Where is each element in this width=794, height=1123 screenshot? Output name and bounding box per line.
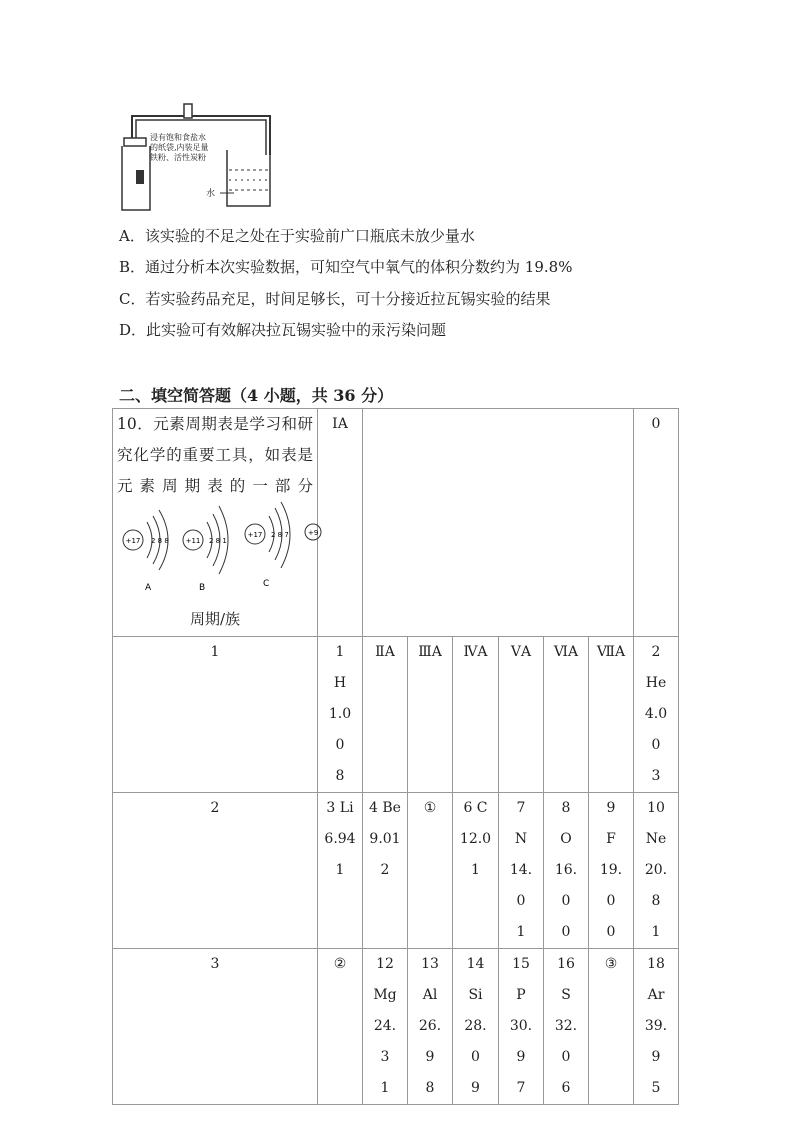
- svg-text:2 8 1: 2 8 1: [209, 537, 227, 545]
- option-c: C．若实验药品充足，时间足够长，可十分接近拉瓦锡实验的结果: [119, 290, 551, 308]
- svg-text:+17: +17: [125, 537, 141, 545]
- element-cell: 6 C 12.0 1: [453, 793, 499, 949]
- svg-text:2 8 8: 2 8 8: [151, 537, 169, 545]
- group-header: ⅤA: [499, 637, 544, 793]
- svg-text:+17: +17: [247, 531, 263, 539]
- element-cell: 1 H 1.00 8: [318, 637, 363, 793]
- svg-text:A: A: [145, 583, 152, 593]
- option-a: A．该实验的不足之处在于实验前广口瓶底未放少量水: [119, 227, 475, 245]
- group-header: ⅣA: [453, 637, 499, 793]
- section-title: 二、填空简答题（4 小题，共 36 分）: [119, 386, 394, 405]
- svg-text:C: C: [263, 579, 270, 589]
- svg-text:+9: +9: [308, 529, 319, 537]
- atom-structure-diagrams: [117, 502, 319, 593]
- element-cell: 9 F 19.0 0: [589, 793, 634, 949]
- header-zero: 0: [634, 409, 679, 637]
- element-cell: 16 S 32.0 6: [544, 949, 589, 1105]
- element-cell: 7 N 14.0 1: [499, 793, 544, 949]
- header-ia: IA: [318, 409, 363, 637]
- period-1-label: 1: [113, 637, 318, 793]
- option-b: B．通过分析本次实验数据，可知空气中氧气的体积分数约为 19.8%: [119, 258, 573, 276]
- blank-marker: ③: [589, 949, 634, 1105]
- apparatus-water-label: 水: [206, 189, 216, 199]
- periodic-table: [112, 408, 679, 1105]
- question-intro-cell: [113, 409, 318, 637]
- group-header: ⅥA: [544, 637, 589, 793]
- element-cell: 12 Mg 24.3 1: [363, 949, 408, 1105]
- header-blank: [363, 409, 634, 637]
- element-cell: 18 Ar 39.9 5: [634, 949, 679, 1105]
- atom-b: [183, 506, 228, 593]
- question-text: 10．元素周期表是学习和研究化学的重要工具，如表是元素周期表的一部分: [117, 415, 313, 495]
- svg-text:2 8 7: 2 8 7: [271, 531, 289, 539]
- atom-c: [245, 502, 290, 589]
- blank-marker: ②: [318, 949, 363, 1105]
- blank-marker: ①: [408, 793, 453, 949]
- element-cell: 2 He 4.00 3: [634, 637, 679, 793]
- apparatus-bag-label: 浸有饱和食盐水 的纸袋,内装足量 铁粉、活性炭粉: [150, 133, 209, 162]
- experiment-apparatus-diagram: [110, 100, 280, 215]
- svg-text:+11: +11: [185, 537, 201, 545]
- element-cell: 15 P 30.9 7: [499, 949, 544, 1105]
- element-cell: 13 Al 26.9 8: [408, 949, 453, 1105]
- group-header: ⅦA: [589, 637, 634, 793]
- atom-a: [123, 510, 169, 593]
- element-cell: 14 Si 28.0 9: [453, 949, 499, 1105]
- element-cell: 3 Li 6.94 1: [318, 793, 363, 949]
- group-header: ⅡA: [363, 637, 408, 793]
- period-group-label: 周期/族: [189, 610, 241, 628]
- period-3-label: 3: [113, 949, 318, 1105]
- element-cell: 4 Be 9.01 2: [363, 793, 408, 949]
- period-2-label: 2: [113, 793, 318, 949]
- element-cell: 8 O 16.0 0: [544, 793, 589, 949]
- svg-text:B: B: [199, 583, 206, 593]
- group-header: ⅢA: [408, 637, 453, 793]
- option-d: D．此实验可有效解决拉瓦锡实验中的汞污染问题: [119, 321, 447, 339]
- element-cell: 10 Ne 20.8 1: [634, 793, 679, 949]
